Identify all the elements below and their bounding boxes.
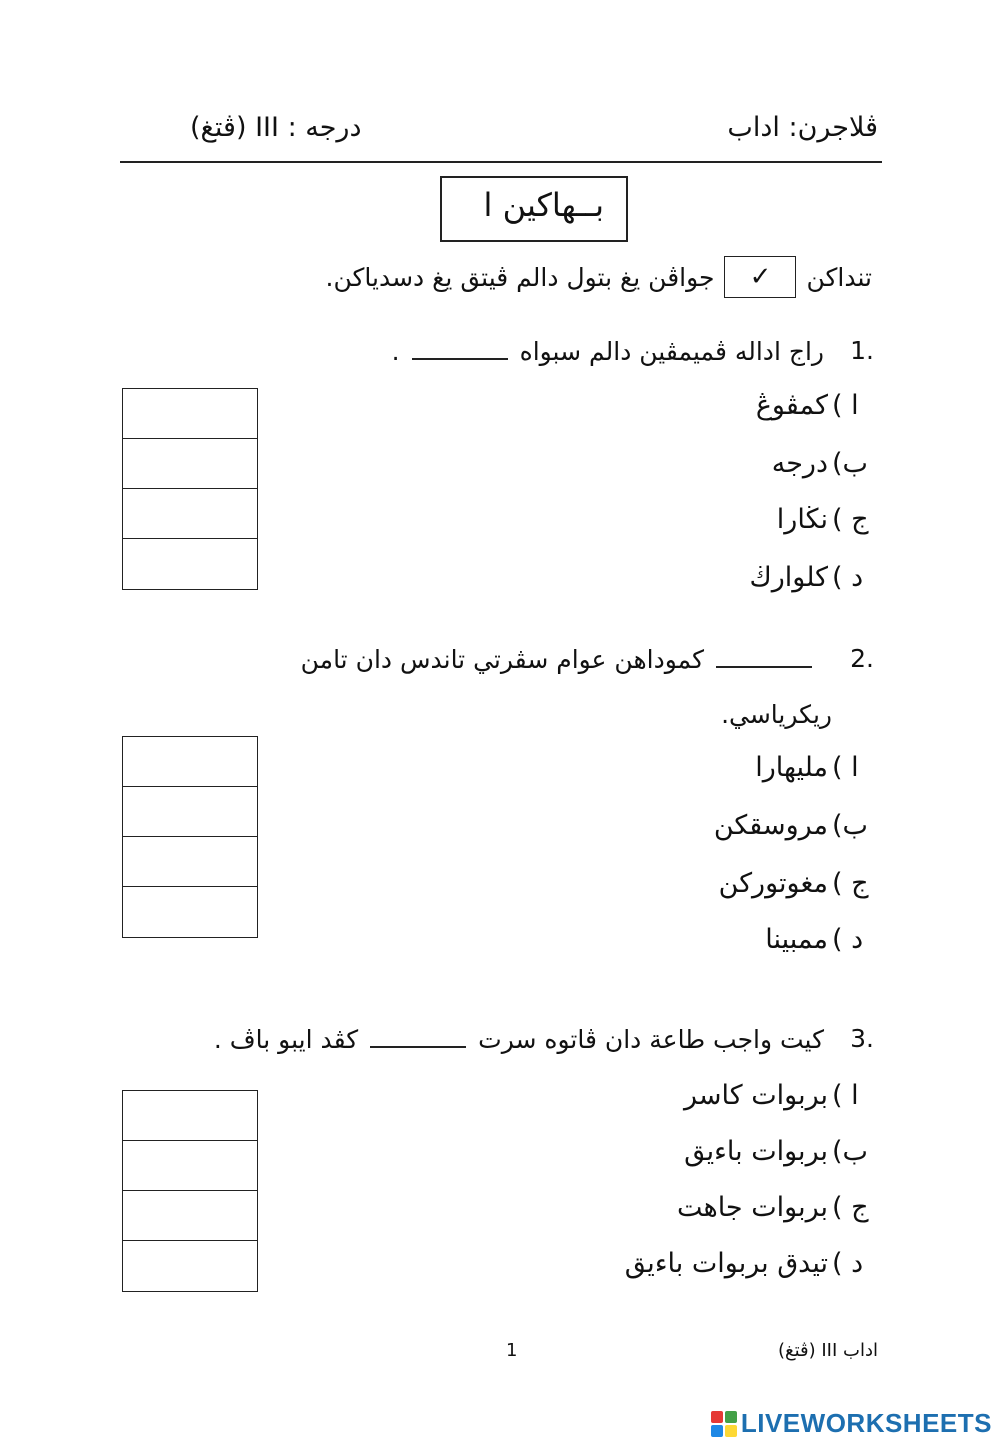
answer-blank — [716, 644, 812, 668]
answer-box[interactable] — [123, 787, 257, 837]
option-letter: ج ) — [832, 504, 869, 535]
question-number: 3. — [850, 1024, 874, 1053]
instruction-suffix: جواڤن يغ بتول دالم ڤيتق يغ دسدياكن. — [325, 262, 715, 292]
subject-value: اداب — [727, 112, 780, 143]
instruction-prefix: تنداكن — [806, 262, 872, 292]
question-text-start: كيت واجب طاعة دان ڤاتوه سرت — [478, 1025, 824, 1054]
grade-suffix: (ڤتغ) — [190, 112, 247, 143]
answer-box-stack — [122, 736, 258, 938]
instruction — [326, 256, 872, 298]
liveworksheets-brand[interactable] — [711, 1408, 992, 1439]
answer-box[interactable] — [123, 539, 257, 589]
answer-box[interactable] — [123, 1141, 257, 1191]
subject-label: ڤلاجرن: — [788, 112, 878, 143]
question-text — [301, 644, 824, 674]
answer-box[interactable] — [123, 837, 257, 887]
answer-blank — [370, 1024, 466, 1048]
option-letter: ب) — [832, 1136, 868, 1167]
answer-box[interactable] — [123, 489, 257, 539]
option-letter: ا ) — [832, 390, 859, 421]
answer-box-stack — [122, 388, 258, 590]
answer-box[interactable] — [123, 887, 257, 937]
question-text-line2: ريكرياسي. — [721, 700, 832, 729]
grade-heading — [190, 112, 362, 143]
option-text: كمڤوڠ — [755, 390, 828, 421]
option-text: كلوارڬ — [749, 562, 828, 593]
footer-subject: اداب III (ڤتغ) — [777, 1340, 878, 1361]
option-letter: ا ) — [832, 752, 859, 783]
answer-box[interactable] — [123, 737, 257, 787]
option-text: مروسقكن — [713, 810, 828, 841]
option-text: ممبينا — [765, 924, 828, 955]
grade-label: درجه : — [287, 112, 362, 143]
page-number: 1 — [506, 1340, 518, 1361]
option-letter: ب) — [832, 448, 868, 479]
section-title-box — [440, 176, 628, 242]
option-text: بربوات كاسر — [684, 1080, 828, 1111]
question-text-end: كموداهن عوام سڤرتي تاندس دان تامن — [300, 645, 704, 674]
option-letter: ج ) — [832, 1192, 869, 1223]
option-letter: د ) — [832, 562, 864, 593]
question-text — [392, 336, 824, 366]
answer-box[interactable] — [123, 1241, 257, 1291]
answer-box[interactable] — [123, 1091, 257, 1141]
option-text: مغوتوركن — [718, 868, 828, 899]
question-number: 1. — [850, 336, 874, 365]
question-text-end: كڤد ايبو باڤ . — [213, 1025, 359, 1054]
tick-example-box — [724, 256, 796, 298]
header-divider — [120, 161, 882, 163]
option-text: بربوات باءيق — [684, 1136, 828, 1167]
liveworksheets-logo-icon — [711, 1411, 737, 1437]
option-text: نڬارا — [776, 504, 828, 535]
answer-box-stack — [122, 1090, 258, 1292]
check-icon: ✓ — [749, 262, 772, 292]
option-text: تيدق بربوات باءيق — [624, 1248, 828, 1279]
section-title: بــهاكين ا — [483, 186, 604, 224]
answer-box[interactable] — [123, 1191, 257, 1241]
option-text: بربوات جاهت — [676, 1192, 828, 1223]
answer-box[interactable] — [123, 389, 257, 439]
grade-value: III — [255, 112, 279, 143]
option-letter: ج ) — [832, 868, 869, 899]
subject-heading — [727, 112, 878, 143]
option-text: مليهارا — [755, 752, 828, 783]
option-letter: د ) — [832, 924, 864, 955]
option-text: درجه — [771, 448, 828, 479]
answer-blank — [412, 336, 508, 360]
option-letter: ا ) — [832, 1080, 859, 1111]
question-number: 2. — [850, 644, 874, 673]
answer-box[interactable] — [123, 439, 257, 489]
question-text-end: . — [391, 337, 400, 366]
question-text-start: راج اداله ڤميمڤين دالم سبواه — [519, 337, 824, 366]
option-letter: د ) — [832, 1248, 864, 1279]
brand-text: LIVEWORKSHEETS — [740, 1408, 992, 1438]
option-letter: ب) — [832, 810, 868, 841]
question-text — [214, 1024, 824, 1054]
